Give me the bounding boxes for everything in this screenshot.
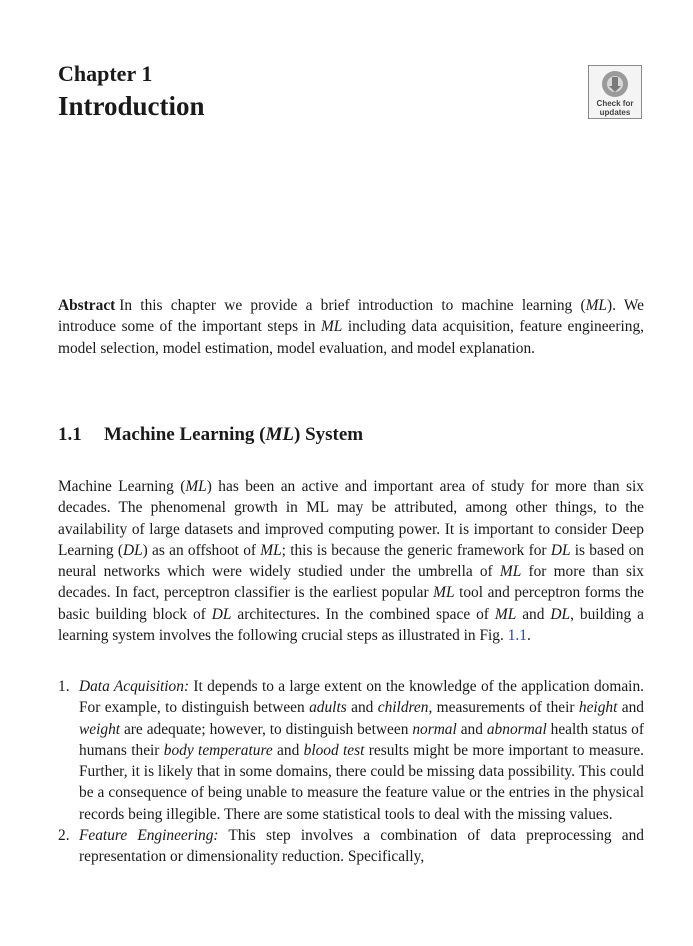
list-item-text: and — [346, 699, 378, 717]
list-item-text: results might be more important to measure. Further, it is likely that in some domains, there could be missing data possibility. This could be a consequence of being unable to measure the feature value or the entries in the physical records being illegible. There are some statistical tools to deal with the missing values. — [79, 741, 645, 823]
emphasis: body temperature — [163, 741, 273, 759]
list-item-text: , measurements of their — [428, 699, 579, 717]
list-item-label: Feature Engineering: — [79, 827, 219, 845]
section-number: 1.1 — [58, 424, 82, 445]
math-dl: DL — [122, 541, 143, 559]
check-for-updates-badge[interactable] — [588, 65, 642, 119]
list-item-text: health status of humans their — [79, 720, 644, 759]
body-text: , building a learning system involves the following crucial steps as illustrated in Fig. — [58, 605, 644, 645]
emphasis: weight — [79, 720, 121, 738]
emphasis: normal — [412, 720, 457, 738]
section-heading — [58, 422, 363, 448]
body-text: ; this is because the generic framework for — [281, 541, 551, 559]
math-ml: ML — [585, 297, 607, 314]
emphasis: blood test — [303, 741, 365, 759]
math-ml: ML — [433, 584, 455, 602]
chapter-title: Introduction — [58, 91, 205, 121]
emphasis: adults — [309, 699, 347, 717]
abstract-text: including data acquisition, feature engineering, model selection, model estimation, model evaluation, and model explanation. — [58, 318, 644, 357]
list-item-text: are adequate; however, to distinguish between — [120, 720, 413, 738]
list-item-text: This step involves a combination of data preprocessing and representation or dimensionality reduction. Specifically, — [79, 827, 644, 866]
body-text: and — [516, 605, 551, 623]
math-dl: DL — [550, 541, 571, 559]
math-ml: ML — [260, 541, 282, 559]
chapter-label: Chapter 1 — [58, 61, 153, 86]
list-item — [58, 825, 644, 868]
badge-text-line2: updates — [599, 108, 631, 117]
math-ml: ML — [185, 478, 207, 495]
body-text: ) as an offshoot of — [142, 541, 261, 559]
list-item-label: Data Acquisition: — [79, 678, 190, 695]
math-dl: DL — [211, 605, 232, 623]
math-dl: DL — [550, 605, 571, 623]
figure-reference-link[interactable]: 1.1 — [507, 627, 527, 645]
math-ml: ML — [320, 318, 343, 336]
list-item-text: and — [617, 699, 644, 717]
abstract-lead: Abstract — [58, 297, 116, 314]
abstract-text: ). We introduce some of the important steps in — [58, 297, 644, 336]
math-ml: ML — [499, 563, 522, 581]
body-text: for more than six decades. In fact, perceptron classifier is the earliest popular — [58, 563, 644, 602]
body-text: . — [526, 627, 531, 645]
section-title-text: ) System — [294, 424, 364, 445]
list-item-text: It depends to a large extent on the knowledge of the application domain. For example, to distinguish between — [79, 678, 644, 717]
check-for-updates-icon — [600, 69, 630, 99]
list-marker: 2. — [58, 827, 70, 845]
list-item-text: and — [272, 741, 304, 759]
emphasis: children — [377, 699, 429, 717]
abstract-paragraph — [58, 295, 644, 359]
section-title-text: Machine Learning ( — [104, 424, 266, 445]
abstract-text: In this chapter we provide a brief introduction to machine learning ( — [119, 297, 586, 314]
body-text: Machine Learning ( — [58, 478, 186, 495]
body-text: ) has been an active and important area of study for more than six decades. The phenomenal growth in ML may be attributed, among other things, to the availability of large datasets and improved computing power. It is important to consider Deep Learning ( — [58, 478, 644, 559]
list-item-text: and — [456, 720, 487, 738]
body-paragraph — [58, 476, 644, 646]
body-text: tool and perceptron forms the basic building block of — [58, 584, 644, 623]
list-item — [58, 676, 644, 825]
body-text: is based on neural networks which were widely studied under the umbrella of — [58, 541, 645, 581]
math-ml: ML — [265, 424, 294, 445]
math-ml: ML — [494, 605, 517, 623]
badge-text-line1: Check for — [596, 99, 634, 108]
emphasis: abnormal — [486, 720, 547, 738]
emphasis: height — [578, 699, 618, 717]
list-marker: 1. — [58, 678, 70, 695]
steps-list — [58, 676, 644, 868]
body-text: architectures. In the combined space of — [231, 605, 495, 623]
